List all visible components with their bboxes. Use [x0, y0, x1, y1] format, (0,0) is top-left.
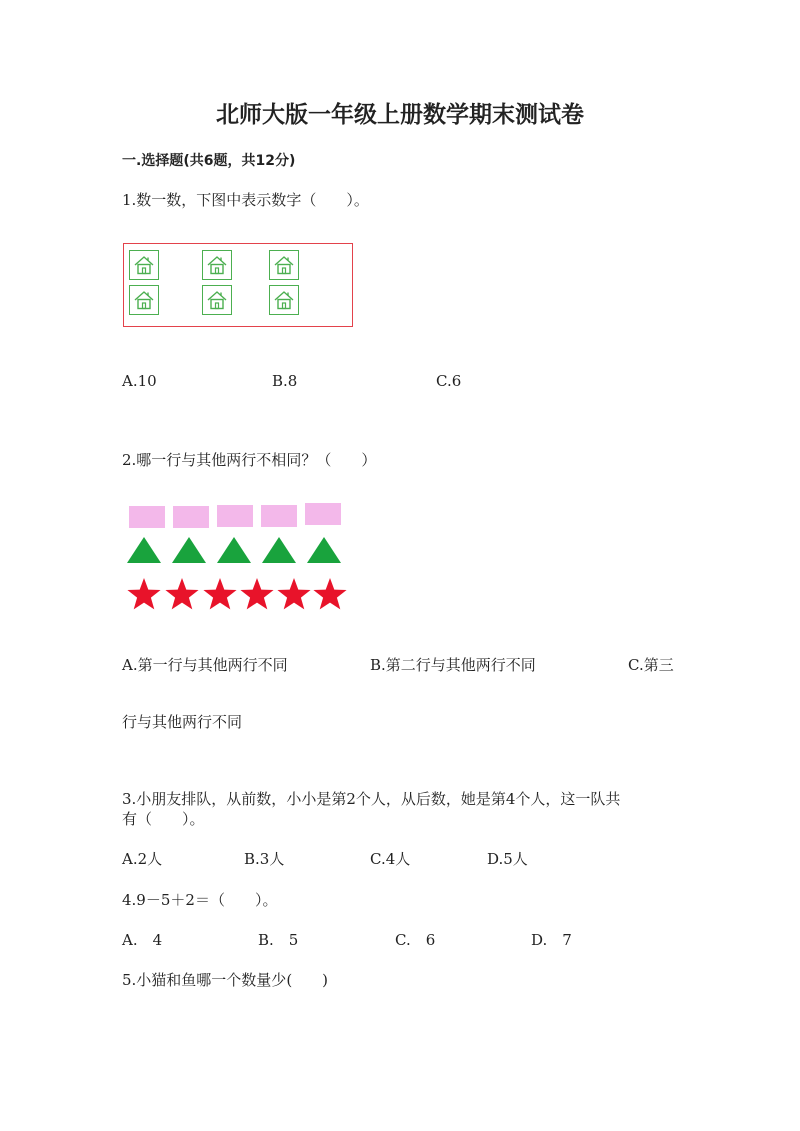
question-2-stem: 2.哪一行与其他两行不相同？（ ）: [122, 451, 377, 469]
green-triangle: [172, 537, 206, 563]
question-3-option-d[interactable]: D.5人: [487, 850, 528, 868]
question-1-option-b[interactable]: B.8: [272, 372, 298, 390]
question-1-stem: 1.数一数，下图中表示数字（ ）。: [122, 191, 369, 209]
house-icon: [202, 285, 232, 315]
question-2-option-a[interactable]: A.第一行与其他两行不同: [122, 656, 288, 674]
page-title: 北师大版一年级上册数学期末测试卷: [216, 102, 584, 128]
question-1-figure: [123, 243, 353, 327]
question-3-stem: 3.小朋友排队，从前数，小小是第2个人，从后数，她是第4个人，这一队共: [122, 790, 621, 808]
house-icon: [269, 285, 299, 315]
question-2-option-b[interactable]: B.第二行与其他两行不同: [370, 656, 536, 674]
house-icon: [269, 250, 299, 280]
question-1-option-a[interactable]: A.10: [122, 372, 157, 390]
question-3-option-a[interactable]: A.2人: [122, 850, 163, 868]
red-star: [239, 577, 275, 611]
pink-rectangle: [305, 503, 341, 525]
question-3-stem-continued: 有（ ）。: [122, 810, 205, 828]
question-3-option-c[interactable]: C.4人: [370, 850, 411, 868]
green-triangle: [262, 537, 296, 563]
pink-rectangle: [173, 506, 209, 528]
question-2-option-c[interactable]: C.第三: [628, 656, 674, 674]
green-triangle: [307, 537, 341, 563]
question-3-option-b[interactable]: B.3人: [244, 850, 285, 868]
pink-rectangle: [129, 506, 165, 528]
red-star: [164, 577, 200, 611]
house-icon: [202, 250, 232, 280]
red-star: [202, 577, 238, 611]
question-1-option-c[interactable]: C.6: [436, 372, 462, 390]
red-star: [312, 577, 348, 611]
house-icon: [129, 250, 159, 280]
green-triangle: [127, 537, 161, 563]
pink-rectangle: [217, 505, 253, 527]
question-4-option-b[interactable]: B. 5: [258, 931, 299, 949]
red-star: [276, 577, 312, 611]
pink-rectangle: [261, 505, 297, 527]
question-2-option-c-continued[interactable]: 行与其他两行不同: [122, 713, 243, 731]
section-heading: 一.选择题(共6题，共12分): [122, 153, 296, 169]
question-4-stem: 4.9－5＋2＝（ ）。: [122, 891, 278, 909]
question-4-option-c[interactable]: C. 6: [395, 931, 436, 949]
question-4-option-a[interactable]: A. 4: [122, 931, 163, 949]
question-4-option-d[interactable]: D. 7: [531, 931, 572, 949]
red-star: [126, 577, 162, 611]
question-5-stem: 5.小猫和鱼哪一个数量少( ): [122, 971, 329, 989]
house-icon: [129, 285, 159, 315]
green-triangle: [217, 537, 251, 563]
